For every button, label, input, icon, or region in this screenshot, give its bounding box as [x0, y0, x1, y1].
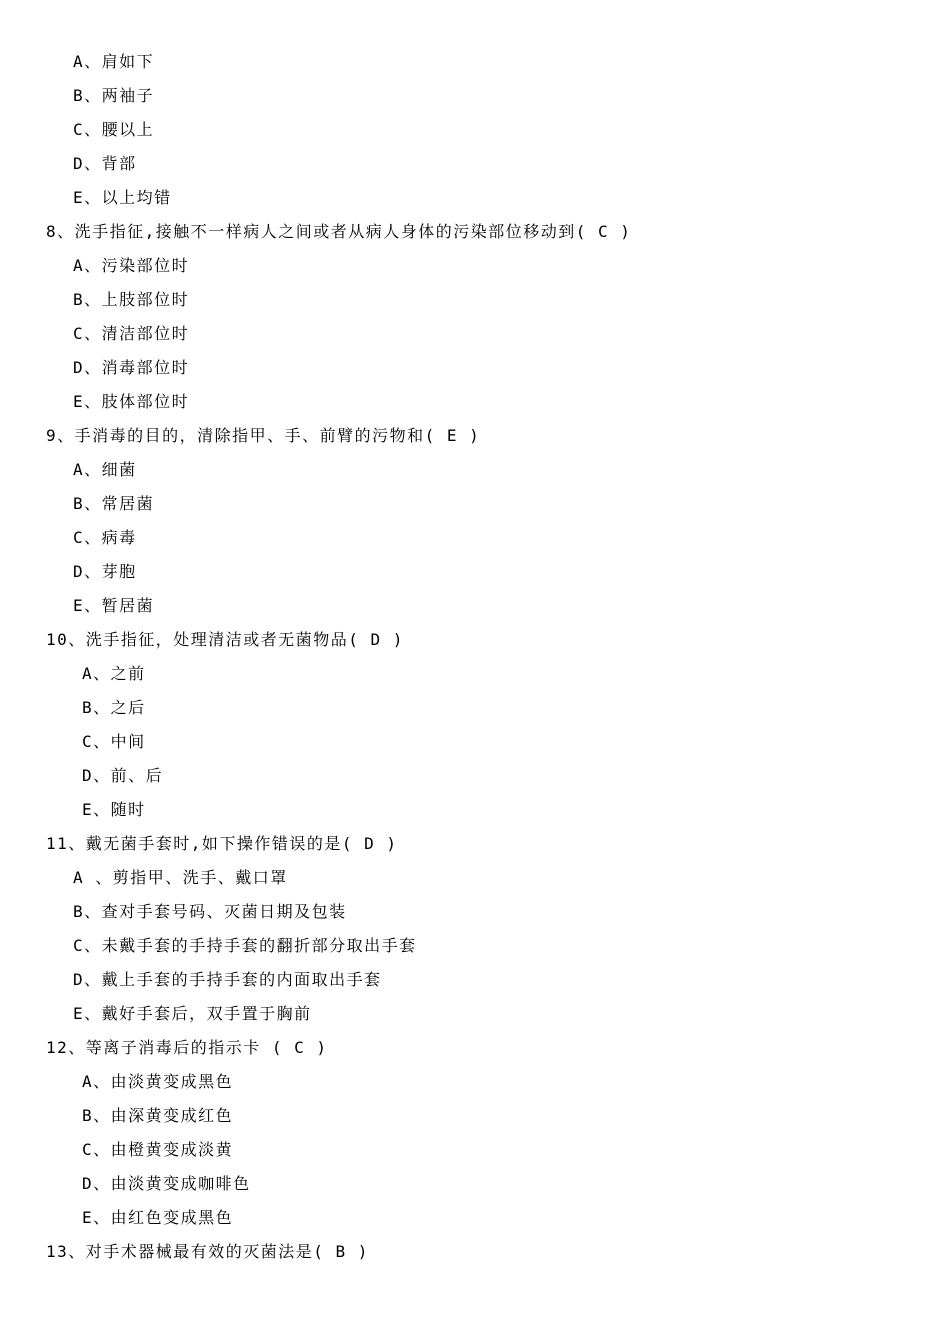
option-line: C、未戴手套的手持手套的翻折部分取出手套 — [73, 936, 417, 955]
option-line: A、由淡黄变成黑色 — [82, 1072, 234, 1091]
question-13: 13、对手术器械最有效的灭菌法是( B ) — [46, 1242, 369, 1261]
question-9: 9、手消毒的目的，清除指甲、手、前臂的污物和( E ) — [46, 426, 481, 445]
option-line: B、两袖子 — [73, 86, 155, 105]
option-line: D、背部 — [73, 154, 137, 173]
option-line: E、由红色变成黑色 — [82, 1208, 234, 1227]
option-line: B、之后 — [82, 698, 146, 717]
option-line: A、之前 — [82, 664, 146, 683]
option-line: D、消毒部位时 — [73, 358, 190, 377]
option-line: D、前、后 — [82, 766, 164, 785]
option-line: E、戴好手套后，双手置于胸前 — [73, 1004, 312, 1023]
option-line: C、由橙黄变成淡黄 — [82, 1140, 234, 1159]
option-line: C、中间 — [82, 732, 146, 751]
question-12: 12、等离子消毒后的指示卡 ( C ) — [46, 1038, 328, 1057]
question-8: 8、洗手指征,接触不一样病人之间或者从病人身体的污染部位移动到( C ) — [46, 222, 632, 241]
option-line: A、污染部位时 — [73, 256, 190, 275]
option-line: E、肢体部位时 — [73, 392, 190, 411]
option-line: A 、剪指甲、洗手、戴口罩 — [73, 868, 288, 887]
option-line: A、细菌 — [73, 460, 137, 479]
option-line: D、由淡黄变成咖啡色 — [82, 1174, 251, 1193]
option-line: B、查对手套号码、灭菌日期及包装 — [73, 902, 347, 921]
option-line: B、常居菌 — [73, 494, 155, 513]
question-11: 11、戴无菌手套时,如下操作错误的是( D ) — [46, 834, 398, 853]
option-line: C、腰以上 — [73, 120, 155, 139]
option-line: B、由深黄变成红色 — [82, 1106, 234, 1125]
option-line: E、随时 — [82, 800, 146, 819]
option-line: C、清洁部位时 — [73, 324, 190, 343]
question-10: 10、洗手指征，处理清洁或者无菌物品( D ) — [46, 630, 404, 649]
option-line: D、芽胞 — [73, 562, 137, 581]
option-line: E、以上均错 — [73, 188, 172, 207]
option-line: A、肩如下 — [73, 52, 155, 71]
option-line: C、病毒 — [73, 528, 137, 547]
option-line: D、戴上手套的手持手套的内面取出手套 — [73, 970, 382, 989]
option-line: E、暂居菌 — [73, 596, 155, 615]
option-line: B、上肢部位时 — [73, 290, 190, 309]
